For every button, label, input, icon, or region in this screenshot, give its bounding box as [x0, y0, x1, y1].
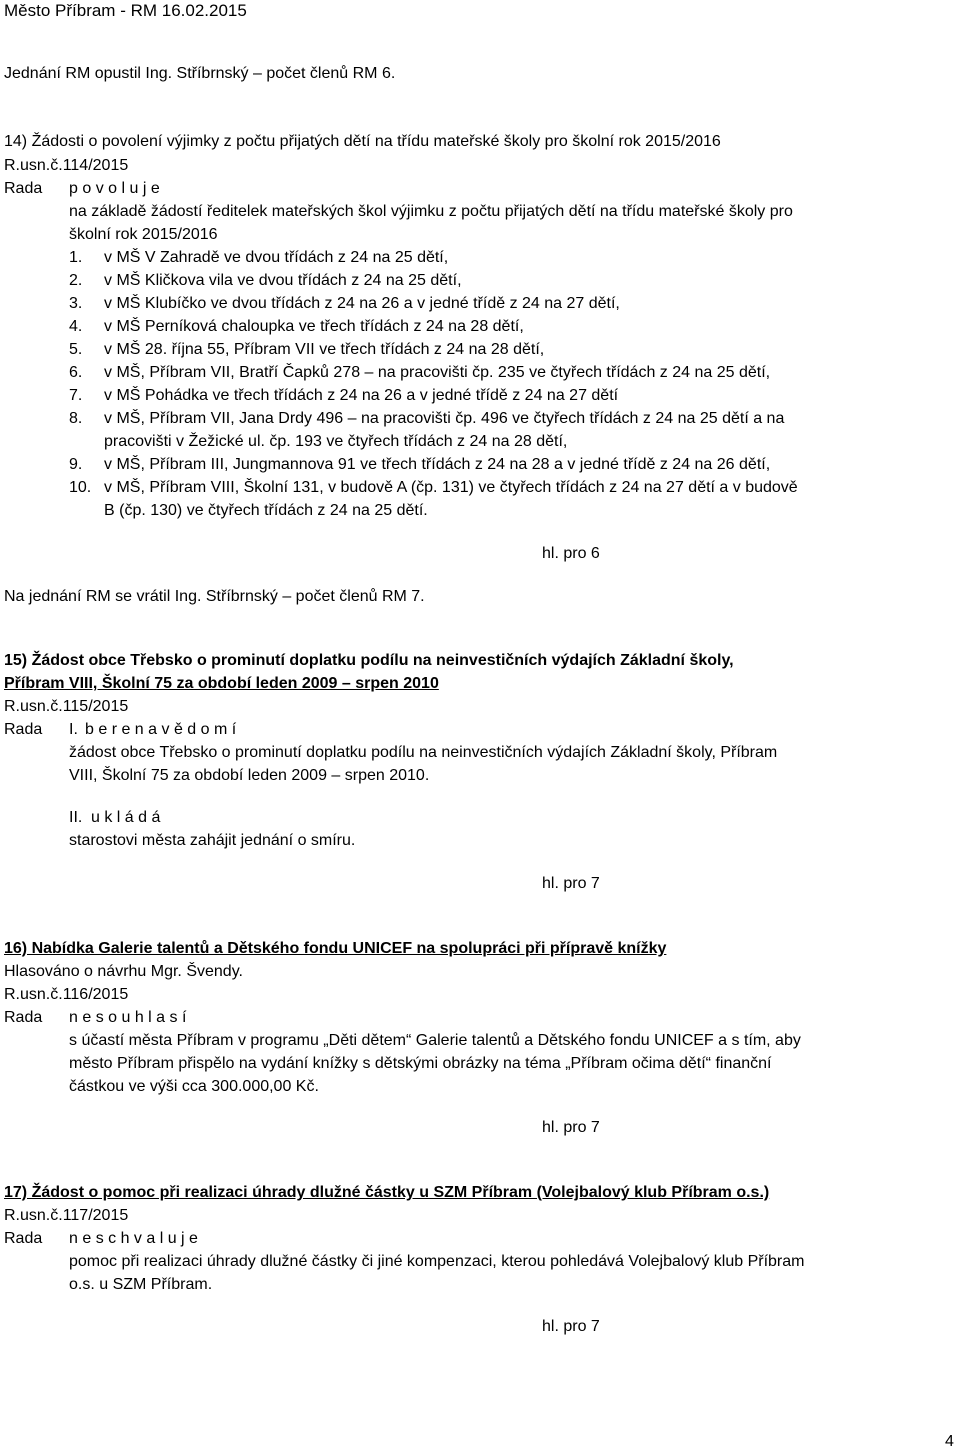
section-16-note: Hlasováno o návrhu Mgr. Švendy.: [4, 963, 243, 980]
section-15-body-1a: žádost obce Třebsko o prominutí doplatku podílu na neinvestičních výdajích Základní školy, Příbram: [69, 744, 778, 761]
list-item-text: v MŠ Kličkova vila ve dvou třídách z 24 na 25 dětí,: [104, 272, 462, 289]
section-15-body-1b: VIII, Školní 75 za období leden 2009 – srpen 2010.: [69, 767, 430, 784]
section-16-usn: R.usn.č.116/2015: [4, 986, 129, 1003]
section-14-verb: p o v o l u j e: [69, 180, 160, 197]
list-item-number: 6.: [69, 364, 83, 381]
page-header: Město Příbram - RM 16.02.2015: [4, 1, 247, 20]
list-item-text: v MŠ 28. října 55, Příbram VII ve třech třídách z 24 na 28 dětí,: [104, 341, 545, 358]
section-15-usn: R.usn.č.115/2015: [4, 698, 129, 715]
section-16-verb: n e s o u h l a s í: [69, 1009, 187, 1026]
section-16-body-line1: s účastí města Příbram v programu „Děti dětem“ Galerie talentů a Dětského fondu UNICEF a s tím, aby: [69, 1032, 801, 1049]
list-item-text-continued: B (čp. 130) ve čtyřech třídách z 24 na 25 dětí.: [104, 502, 428, 519]
section-16-title: 16) Nabídka Galerie talentů a Dětského fondu UNICEF na spolupráci při přípravě knížky: [4, 940, 667, 957]
list-item-number: 5.: [69, 341, 83, 358]
list-item-number: 4.: [69, 318, 83, 335]
section-17-title: 17) Žádost o pomoc při realizaci úhrady dlužné částky u SZM Příbram (Volejbalový klub Příbram o.s.): [4, 1184, 770, 1201]
section-17-usn: R.usn.č.117/2015: [4, 1207, 129, 1224]
list-item-text: v MŠ, Příbram III, Jungmannova 91 ve třech třídách z 24 na 28 a v jedné třídě z 24 na 26 dětí,: [104, 456, 771, 473]
list-item-text: v MŠ Pohádka ve třech třídách z 24 na 26 a v jedné třídě z 24 na 27 dětí: [104, 387, 619, 404]
section-14-vote: hl. pro 6: [542, 545, 600, 562]
list-item-number: 2.: [69, 272, 83, 289]
section-14-usn: R.usn.č.114/2015: [4, 157, 129, 174]
list-item-number: 3.: [69, 295, 83, 312]
list-item-number: 8.: [69, 410, 83, 427]
list-item-number: 7.: [69, 387, 83, 404]
section-15-verb-2: u k l á d á: [91, 809, 161, 826]
section-15-verb-1: b e r e n a v ě d o m í: [85, 721, 237, 738]
section-17-body-line1: pomoc při realizaci úhrady dlužné částky či jiné kompenzaci, kterou pohledává Volejbalový klub Příbram: [69, 1253, 805, 1270]
section-14-body-line1: na základě žádostí ředitelek mateřských škol výjimku z počtu přijatých dětí na třídu mateřské školy pro: [69, 203, 793, 220]
list-item-text: v MŠ Klubíčko ve dvou třídách z 24 na 26 a v jedné třídě z 24 na 27 dětí,: [104, 295, 620, 312]
section-15-point-1-number: I.: [69, 721, 78, 738]
list-item-text: v MŠ V Zahradě ve dvou třídách z 24 na 25 dětí,: [104, 249, 449, 266]
section-17-body-line2: o.s. u SZM Příbram.: [69, 1276, 213, 1293]
list-item-text: v MŠ, Příbram VII, Bratří Čapků 278 – na pracovišti čp. 235 ve čtyřech třídách z 24 na 25 dětí,: [104, 364, 771, 381]
page-number: 4: [945, 1433, 954, 1450]
section-15-rada: Rada: [4, 721, 43, 738]
section-15-title-line2: Příbram VIII, Školní 75 za období leden 2009 – srpen 2010: [4, 675, 439, 692]
list-item-text: v MŠ Perníková chaloupka ve třech třídách z 24 na 28 dětí,: [104, 318, 524, 335]
list-item-text: v MŠ, Příbram VII, Jana Drdy 496 – na pracovišti čp. 496 ve čtyřech třídách z 24 na 25 dětí a na: [104, 410, 785, 427]
section-17-rada: Rada: [4, 1230, 43, 1247]
section-15-point-2-number: II.: [69, 809, 83, 826]
departure-note: Jednání RM opustil Ing. Stříbrnský – počet členů RM 6.: [4, 65, 396, 82]
list-item-text: v MŠ, Příbram VIII, Školní 131, v budově A (čp. 131) ve čtyřech třídách z 24 na 27 dětí a v budově: [104, 479, 798, 496]
section-17-verb: n e s c h v a l u j e: [69, 1230, 198, 1247]
section-14-body-line2: školní rok 2015/2016: [69, 226, 218, 243]
section-14-title: 14) Žádosti o povolení výjimky z počtu přijatých dětí na třídu mateřské školy pro školní rok 2015/2016: [4, 133, 721, 150]
section-16-vote: hl. pro 7: [542, 1119, 600, 1136]
section-15-title-line1: 15) Žádost obce Třebsko o prominutí doplatku podílu na neinvestičních výdajích Základní školy,: [4, 652, 734, 669]
section-16-body-line2: město Příbram přispělo na vydání knížky s dětskými obrázky na téma „Příbram očima dětí“ finanční: [69, 1055, 772, 1072]
section-15-body-2: starostovi města zahájit jednání o smíru.: [69, 832, 356, 849]
list-item-number: 10.: [69, 479, 92, 496]
section-17-vote: hl. pro 7: [542, 1318, 600, 1335]
list-item-number: 9.: [69, 456, 83, 473]
list-item-text-continued: pracovišti v Žežické ul. čp. 193 ve čtyřech třídách z 24 na 28 dětí,: [104, 433, 568, 450]
section-16-body-line3: částkou ve výši cca 300.000,00 Kč.: [69, 1078, 319, 1095]
return-note: Na jednání RM se vrátil Ing. Stříbrnský – počet členů RM 7.: [4, 588, 425, 605]
section-16-rada: Rada: [4, 1009, 43, 1026]
list-item-number: 1.: [69, 249, 83, 266]
section-15-vote: hl. pro 7: [542, 875, 600, 892]
section-14-rada: Rada: [4, 180, 43, 197]
